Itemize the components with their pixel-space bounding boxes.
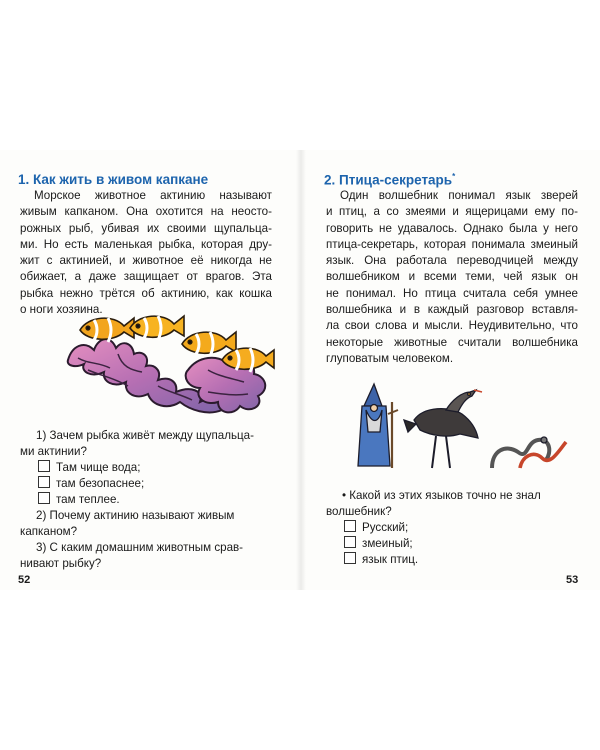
text-line: о ноги хозяина.: [20, 303, 103, 317]
text-line: язык. Она работала переводчицей между: [326, 254, 578, 268]
text-line: некоторые животные считали волшебника: [326, 335, 578, 349]
question-1-line: 1) Зачем рыбка живёт между щупальца-: [36, 429, 254, 442]
text-line: рыбка нежно трётся об актинию, как кошка: [20, 286, 272, 300]
right-page: [304, 150, 600, 590]
checkbox[interactable]: [344, 536, 356, 548]
right-paragraph: [326, 188, 578, 367]
text-line: ла свои слова и мысли. Неудивительно, что: [326, 319, 578, 333]
text-line: птица-секретарь, которая понимала змеиный: [326, 237, 578, 251]
text-line: не понимал. Но птица считала себя умнее: [326, 286, 578, 300]
question-2-line: капканом?: [20, 525, 78, 538]
text-line: жит с актинией, и животное её никогда не: [20, 254, 272, 268]
text-line: говорить не удавалось. Однако была у него: [326, 221, 578, 235]
question-line: волшебник?: [326, 505, 392, 518]
option-label: Русский;: [362, 521, 409, 534]
page-number: 52: [18, 574, 31, 586]
option-label: Там чище вода;: [56, 461, 141, 474]
answer-option[interactable]: [344, 536, 413, 552]
answer-option[interactable]: [38, 460, 140, 476]
anemone-clownfish-illustration: [58, 310, 278, 420]
footnote-mark: *: [452, 172, 456, 181]
left-page: [0, 150, 298, 590]
right-section-title: [324, 172, 455, 188]
checkbox[interactable]: [38, 460, 50, 472]
answer-option[interactable]: [344, 552, 418, 568]
text-line: рожных рыб, убивая их своими щупальца-: [20, 221, 272, 235]
option-label: змеиный;: [362, 537, 413, 550]
page-number: 53: [566, 574, 579, 586]
checkbox[interactable]: [344, 520, 356, 532]
text-line: волшебником и всеми теми, чей язык он: [326, 270, 578, 284]
wizard-secretary-bird-snakes-illustration: [352, 380, 572, 472]
text-line: обижает, а даже защищает от врагов. Эта: [20, 270, 272, 284]
checkbox[interactable]: [38, 476, 50, 488]
text-line: живым капканом. Она охотится на неосто-: [20, 205, 272, 219]
question-3-line: 3) С каким домашним животным срав-: [36, 541, 244, 554]
text-line: Морское животное актинию называют: [34, 189, 272, 202]
checkbox[interactable]: [344, 552, 356, 564]
option-label: язык птиц.: [362, 553, 419, 566]
text-line: глуповатым человеком.: [326, 351, 454, 365]
question-2-line: 2) Почему актинию называют живым: [36, 509, 235, 522]
left-paragraph: [20, 188, 272, 318]
left-section-title: 1. Как жить в живом капкане: [18, 172, 209, 187]
text-line: волшебника и в каждый разговор вставля-: [326, 303, 578, 317]
text-line: и птиц, а со змеями и ящерицами ему по-: [326, 205, 578, 219]
question-1-line: ми актинии?: [20, 445, 87, 458]
text-line: Один волшебник понимал язык зверей: [340, 189, 578, 202]
section-title-text: 2. Птица-секретарь: [324, 172, 453, 188]
checkbox[interactable]: [38, 492, 50, 504]
question-3-line: нивают рыбку?: [20, 557, 102, 570]
answer-option[interactable]: [38, 476, 144, 492]
answer-option[interactable]: [38, 492, 120, 508]
answer-option[interactable]: [344, 520, 408, 536]
option-label: там теплее.: [56, 493, 120, 506]
question-line: • Какой из этих языков точно не знал: [342, 489, 541, 502]
text-line: ми. Но есть маленькая рыбка, которая дру-: [20, 237, 272, 251]
option-label: там безопаснее;: [56, 477, 145, 490]
